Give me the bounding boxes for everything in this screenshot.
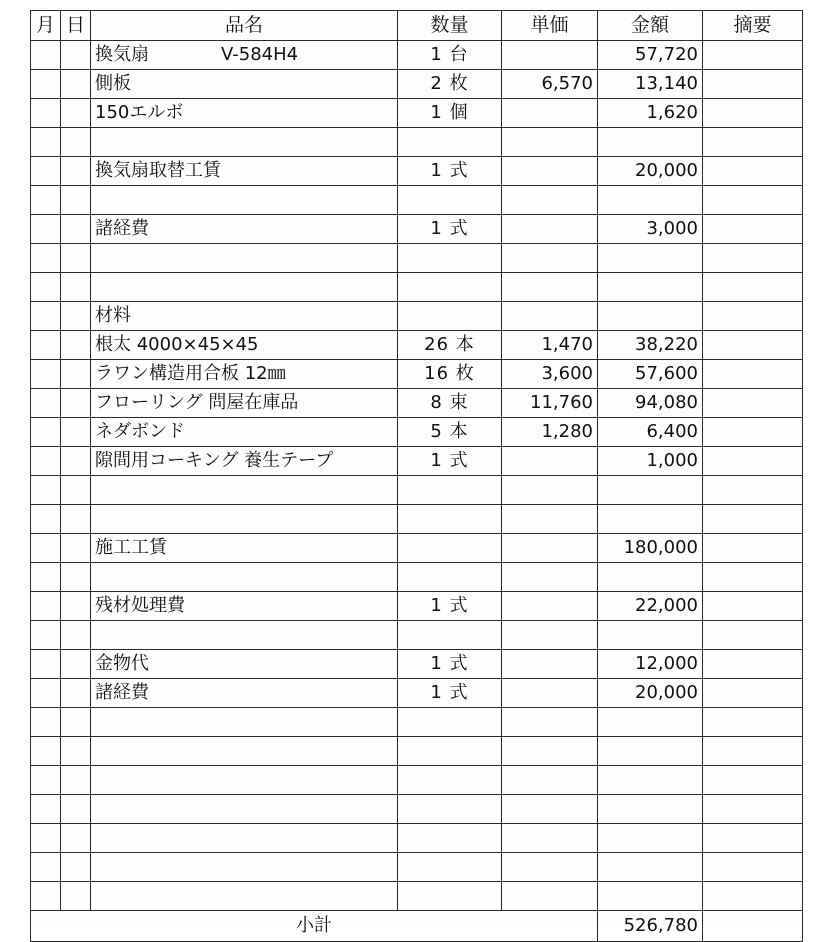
unit-price-cell [502, 157, 598, 186]
remarks-cell [703, 186, 803, 215]
amount-cell: 6,400 [598, 418, 703, 447]
amount-cell [598, 476, 703, 505]
day-cell [61, 563, 91, 592]
amount-cell: 12,000 [598, 650, 703, 679]
item-cell [91, 563, 398, 592]
month-cell [31, 621, 61, 650]
quantity-cell: 1 式 [398, 679, 502, 708]
unit-price-cell [502, 99, 598, 128]
unit-price-cell [502, 505, 598, 534]
header-unit-price: 単価 [502, 11, 598, 41]
unit-price-cell [502, 795, 598, 824]
day-cell [61, 708, 91, 737]
header-month: 月 [31, 11, 61, 41]
table-row [31, 679, 803, 708]
item-cell [91, 273, 398, 302]
item-cell [91, 157, 398, 186]
quantity-cell: 8 束 [398, 389, 502, 418]
amount-cell: 22,000 [598, 592, 703, 621]
amount-cell: 1,620 [598, 99, 703, 128]
unit-price-cell [502, 650, 598, 679]
month-cell [31, 882, 61, 911]
item-cell [91, 621, 398, 650]
unit-price-cell [502, 766, 598, 795]
month-cell [31, 534, 61, 563]
item-cell [91, 99, 398, 128]
item-cell [91, 389, 398, 418]
remarks-cell [703, 621, 803, 650]
remarks-cell [703, 766, 803, 795]
subtotal-label: 小計 [31, 911, 598, 942]
month-cell [31, 157, 61, 186]
item-cell [91, 853, 398, 882]
day-cell [61, 302, 91, 331]
table-row [31, 563, 803, 592]
month-cell [31, 679, 61, 708]
remarks-cell [703, 708, 803, 737]
table-row [31, 708, 803, 737]
quantity-cell [398, 882, 502, 911]
item-name: 根太 4000×45×45 [95, 334, 259, 355]
month-cell [31, 302, 61, 331]
quantity-cell [398, 563, 502, 592]
unit-price-cell [502, 882, 598, 911]
amount-cell: 94,080 [598, 389, 703, 418]
day-cell [61, 824, 91, 853]
unit-price-cell [502, 563, 598, 592]
day-cell [61, 882, 91, 911]
amount-cell [598, 824, 703, 853]
day-cell [61, 447, 91, 476]
remarks-cell [703, 534, 803, 563]
amount-cell: 20,000 [598, 679, 703, 708]
amount-cell [598, 186, 703, 215]
month-cell [31, 70, 61, 99]
remarks-cell [703, 795, 803, 824]
quantity-cell [398, 244, 502, 273]
unit-price-cell [502, 302, 598, 331]
quantity-cell [398, 128, 502, 157]
day-cell [61, 99, 91, 128]
item-cell [91, 505, 398, 534]
month-cell [31, 186, 61, 215]
month-cell [31, 737, 61, 766]
item-cell [91, 70, 398, 99]
header-quantity: 数量 [398, 11, 502, 41]
unit-price-cell: 1,470 [502, 331, 598, 360]
day-cell [61, 360, 91, 389]
day-cell [61, 766, 91, 795]
month-cell [31, 331, 61, 360]
table-row [31, 215, 803, 244]
amount-cell: 57,720 [598, 41, 703, 70]
day-cell [61, 157, 91, 186]
amount-cell: 57,600 [598, 360, 703, 389]
day-cell [61, 737, 91, 766]
month-cell [31, 418, 61, 447]
unit-price-cell [502, 215, 598, 244]
month-cell [31, 128, 61, 157]
table-body [31, 41, 803, 911]
table-row [31, 41, 803, 70]
header-remarks: 摘要 [703, 11, 803, 41]
item-cell [91, 679, 398, 708]
amount-cell [598, 563, 703, 592]
amount-cell: 3,000 [598, 215, 703, 244]
item-cell [91, 592, 398, 621]
amount-cell [598, 737, 703, 766]
month-cell [31, 563, 61, 592]
table-row [31, 505, 803, 534]
quantity-cell: 26 本 [398, 331, 502, 360]
unit-price-cell [502, 853, 598, 882]
item-cell [91, 331, 398, 360]
amount-cell: 1,000 [598, 447, 703, 476]
item-name: ネダボンド [95, 421, 185, 442]
remarks-cell [703, 41, 803, 70]
unit-price-cell [502, 621, 598, 650]
month-cell [31, 244, 61, 273]
amount-cell [598, 621, 703, 650]
item-name: 換気扇取替工賃 [95, 160, 221, 181]
month-cell [31, 824, 61, 853]
quantity-cell [398, 273, 502, 302]
amount-cell [598, 505, 703, 534]
unit-price-cell: 1,280 [502, 418, 598, 447]
day-cell [61, 418, 91, 447]
item-cell [91, 360, 398, 389]
amount-cell [598, 882, 703, 911]
quantity-cell: 5 本 [398, 418, 502, 447]
table-row [31, 273, 803, 302]
quantity-cell [398, 853, 502, 882]
quantity-cell [398, 534, 502, 563]
remarks-cell [703, 99, 803, 128]
day-cell [61, 592, 91, 621]
unit-price-cell [502, 592, 598, 621]
month-cell [31, 795, 61, 824]
remarks-cell [703, 679, 803, 708]
item-cell [91, 795, 398, 824]
table-row [31, 621, 803, 650]
item-name: 諸経費 [95, 682, 149, 703]
amount-cell [598, 795, 703, 824]
header-row [31, 11, 803, 41]
subtotal-remarks [703, 911, 803, 942]
item-name: ラワン構造用合板 12㎜ [95, 363, 286, 384]
month-cell [31, 708, 61, 737]
remarks-cell [703, 302, 803, 331]
item-cell [91, 41, 398, 70]
table-row [31, 128, 803, 157]
remarks-cell [703, 447, 803, 476]
item-cell [91, 447, 398, 476]
item-name: 150エルボ [95, 102, 184, 123]
table-row [31, 476, 803, 505]
remarks-cell [703, 737, 803, 766]
remarks-cell [703, 273, 803, 302]
quantity-cell [398, 476, 502, 505]
table-row [31, 534, 803, 563]
amount-cell [598, 302, 703, 331]
table-row [31, 824, 803, 853]
quantity-cell [398, 621, 502, 650]
table-row [31, 592, 803, 621]
day-cell [61, 128, 91, 157]
quantity-cell: 1 式 [398, 447, 502, 476]
unit-price-cell [502, 244, 598, 273]
item-cell [91, 708, 398, 737]
amount-cell: 13,140 [598, 70, 703, 99]
table-row [31, 244, 803, 273]
month-cell [31, 99, 61, 128]
header-amount: 金額 [598, 11, 703, 41]
amount-cell: 180,000 [598, 534, 703, 563]
month-cell [31, 447, 61, 476]
amount-cell: 20,000 [598, 157, 703, 186]
unit-price-cell [502, 824, 598, 853]
item-name: 側板 [95, 73, 131, 94]
table-row [31, 795, 803, 824]
unit-price-cell: 3,600 [502, 360, 598, 389]
table-row [31, 302, 803, 331]
estimate-sheet [30, 10, 802, 936]
unit-price-cell [502, 128, 598, 157]
remarks-cell [703, 157, 803, 186]
day-cell [61, 650, 91, 679]
remarks-cell [703, 853, 803, 882]
item-cell [91, 302, 398, 331]
unit-price-cell [502, 534, 598, 563]
amount-cell: 38,220 [598, 331, 703, 360]
table-row [31, 360, 803, 389]
day-cell [61, 853, 91, 882]
unit-price-cell [502, 41, 598, 70]
day-cell [61, 186, 91, 215]
month-cell [31, 389, 61, 418]
month-cell [31, 505, 61, 534]
remarks-cell [703, 882, 803, 911]
table-row [31, 418, 803, 447]
day-cell [61, 476, 91, 505]
item-cell [91, 737, 398, 766]
item-cell [91, 882, 398, 911]
month-cell [31, 853, 61, 882]
quantity-cell [398, 505, 502, 534]
item-name: 金物代 [95, 653, 149, 674]
month-cell [31, 273, 61, 302]
remarks-cell [703, 505, 803, 534]
subtotal-amount: 526,780 [598, 911, 703, 942]
unit-price-cell [502, 679, 598, 708]
subtotal-row [31, 911, 803, 942]
amount-cell [598, 128, 703, 157]
month-cell [31, 41, 61, 70]
table-row [31, 737, 803, 766]
month-cell [31, 215, 61, 244]
table-row [31, 186, 803, 215]
remarks-cell [703, 418, 803, 447]
table-row [31, 882, 803, 911]
amount-cell [598, 853, 703, 882]
item-name: 材料 [95, 305, 131, 326]
item-cell [91, 650, 398, 679]
month-cell [31, 360, 61, 389]
item-cell [91, 534, 398, 563]
quantity-cell [398, 824, 502, 853]
month-cell [31, 592, 61, 621]
day-cell [61, 331, 91, 360]
remarks-cell [703, 650, 803, 679]
day-cell [61, 505, 91, 534]
unit-price-cell [502, 186, 598, 215]
quantity-cell: 2 枚 [398, 70, 502, 99]
item-name: 諸経費 [95, 218, 149, 239]
item-cell [91, 128, 398, 157]
item-cell [91, 215, 398, 244]
quantity-cell: 1 式 [398, 215, 502, 244]
quantity-cell: 16 枚 [398, 360, 502, 389]
item-cell [91, 766, 398, 795]
quantity-cell [398, 766, 502, 795]
quantity-cell [398, 186, 502, 215]
day-cell [61, 41, 91, 70]
amount-cell [598, 708, 703, 737]
item-cell [91, 186, 398, 215]
day-cell [61, 679, 91, 708]
remarks-cell [703, 476, 803, 505]
day-cell [61, 70, 91, 99]
item-cell [91, 418, 398, 447]
item-name: フローリング 問屋在庫品 [95, 392, 299, 413]
day-cell [61, 621, 91, 650]
amount-cell [598, 273, 703, 302]
unit-price-cell: 6,570 [502, 70, 598, 99]
quantity-cell [398, 737, 502, 766]
item-name: 換気扇 [95, 44, 149, 65]
quantity-cell [398, 795, 502, 824]
header-item: 品名 [91, 11, 398, 41]
remarks-cell [703, 824, 803, 853]
quantity-cell: 1 台 [398, 41, 502, 70]
month-cell [31, 476, 61, 505]
unit-price-cell [502, 708, 598, 737]
remarks-cell [703, 592, 803, 621]
unit-price-cell [502, 476, 598, 505]
day-cell [61, 389, 91, 418]
item-name: 隙間用コーキング 養生テープ [95, 450, 334, 471]
quantity-cell: 1 式 [398, 157, 502, 186]
table-row [31, 853, 803, 882]
remarks-cell [703, 244, 803, 273]
table-row [31, 157, 803, 186]
table-row [31, 766, 803, 795]
month-cell [31, 650, 61, 679]
month-cell [31, 766, 61, 795]
unit-price-cell [502, 273, 598, 302]
item-cell [91, 244, 398, 273]
quantity-cell: 1 式 [398, 592, 502, 621]
quantity-cell: 1 個 [398, 99, 502, 128]
remarks-cell [703, 563, 803, 592]
table-row [31, 650, 803, 679]
item-cell [91, 824, 398, 853]
remarks-cell [703, 389, 803, 418]
remarks-cell [703, 331, 803, 360]
amount-cell [598, 244, 703, 273]
table-row [31, 70, 803, 99]
remarks-cell [703, 360, 803, 389]
item-cell [91, 476, 398, 505]
day-cell [61, 273, 91, 302]
table-row [31, 447, 803, 476]
table-row [31, 389, 803, 418]
header-day: 日 [61, 11, 91, 41]
remarks-cell [703, 70, 803, 99]
remarks-cell [703, 215, 803, 244]
unit-price-cell [502, 447, 598, 476]
table-row [31, 99, 803, 128]
day-cell [61, 215, 91, 244]
item-model: V-584H4 [221, 44, 299, 65]
quantity-cell [398, 302, 502, 331]
item-name: 施工工賃 [95, 537, 167, 558]
day-cell [61, 244, 91, 273]
unit-price-cell [502, 737, 598, 766]
unit-price-cell: 11,760 [502, 389, 598, 418]
quantity-cell: 1 式 [398, 650, 502, 679]
estimate-table [30, 10, 803, 942]
day-cell [61, 534, 91, 563]
item-name: 残材処理費 [95, 595, 185, 616]
remarks-cell [703, 128, 803, 157]
quantity-cell [398, 708, 502, 737]
day-cell [61, 795, 91, 824]
amount-cell [598, 766, 703, 795]
table-row [31, 331, 803, 360]
